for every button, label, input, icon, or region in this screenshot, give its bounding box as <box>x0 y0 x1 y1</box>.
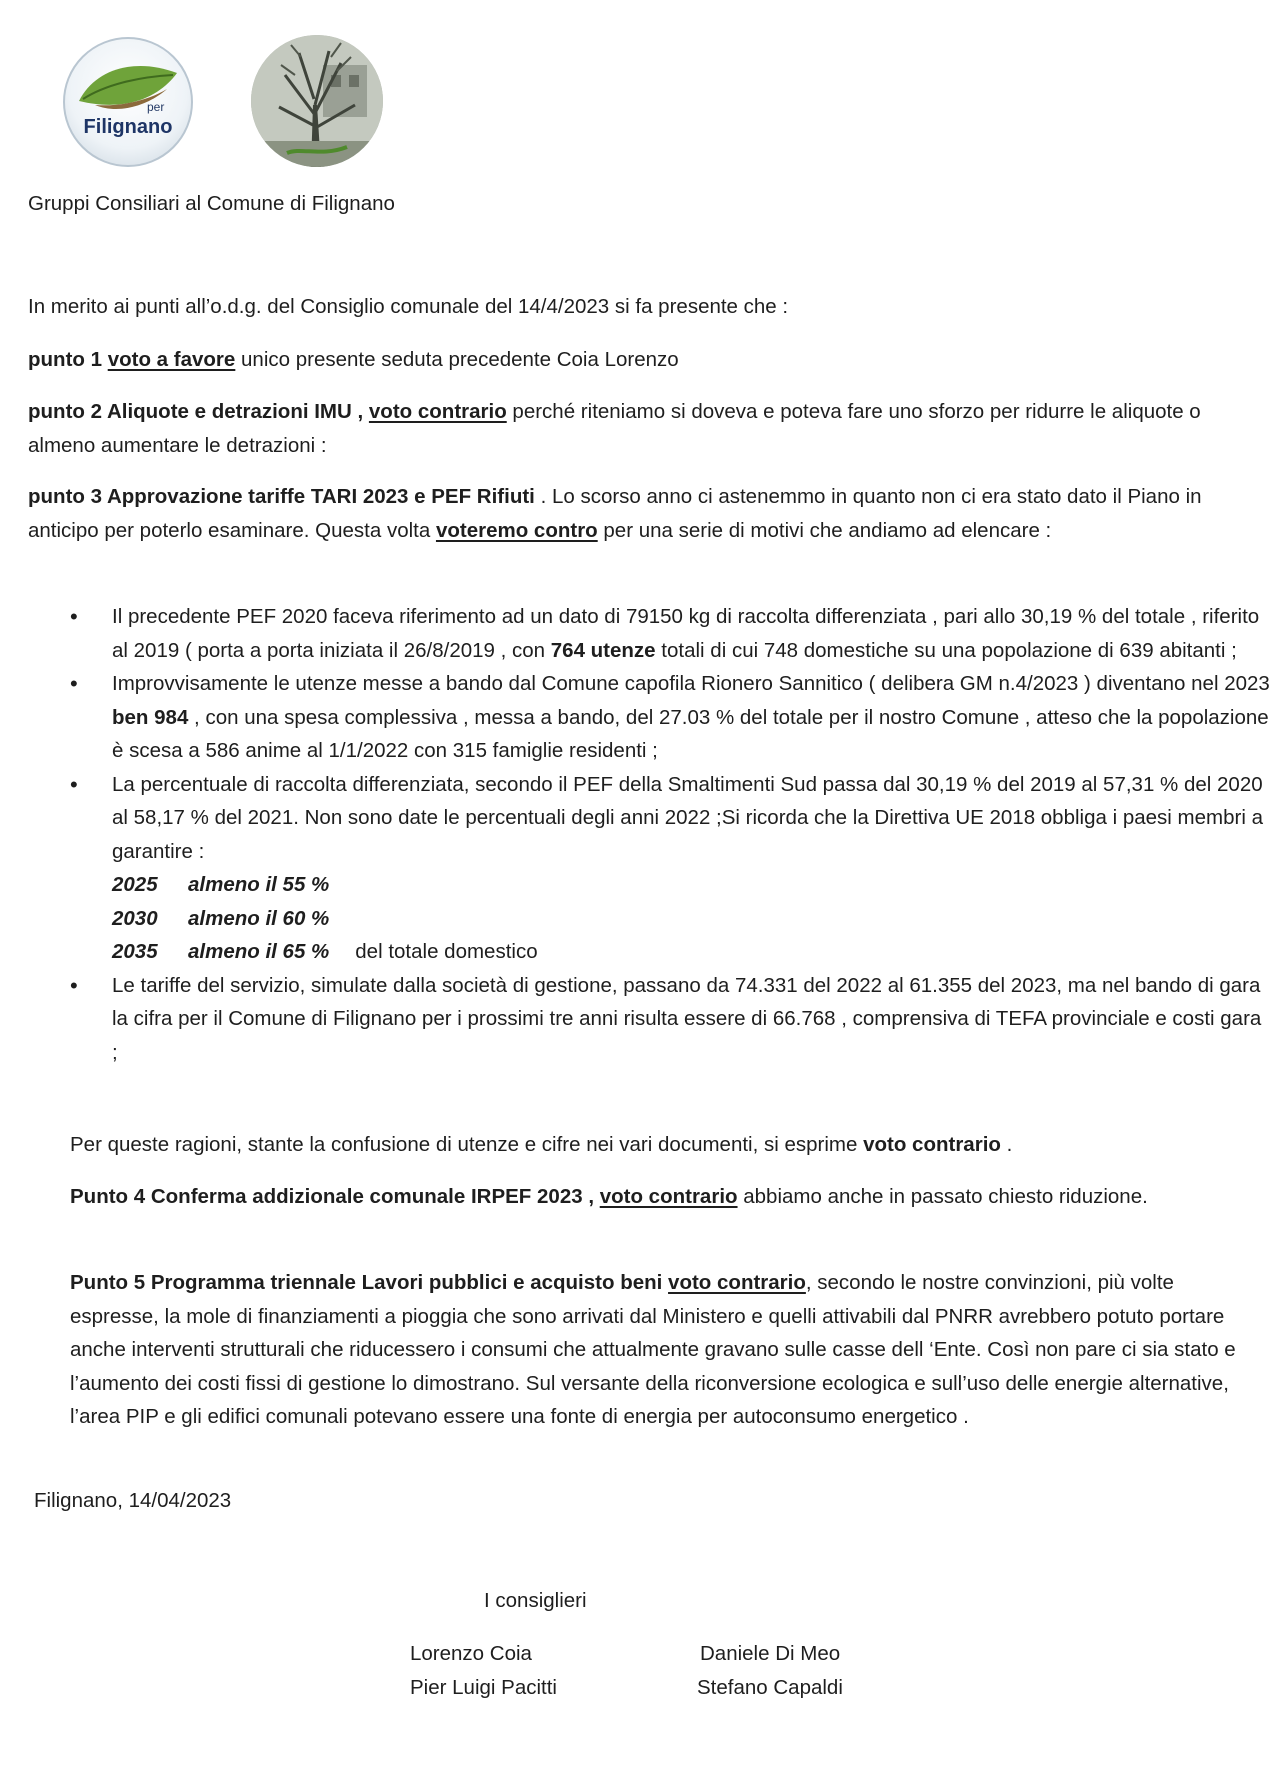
date-line: Filignano, 14/04/2023 <box>34 1489 232 1512</box>
signer-name: Pier Luigi Pacitti <box>410 1676 557 1699</box>
target-text: almeno il 60 % <box>188 906 330 930</box>
signatures-title: I consiglieri <box>484 1589 587 1612</box>
target-text: almeno il 65 % <box>188 940 330 963</box>
target-text: almeno il 55 % <box>188 873 330 896</box>
punto-3-vote: voteremo contro <box>435 518 598 542</box>
bullet-2-bold: ben 984 <box>112 705 189 729</box>
punto-2-text: perché riteniamo si doveva e poteva fare uno sforzo per ridurre le aliquote o almeno aumentare le detrazioni : <box>28 400 1201 457</box>
intro-paragraph: In merito ai punti all’o.d.g. del Consiglio comunale del 14/4/2023 si fa presente che : <box>28 295 789 318</box>
logo-per-text: per <box>147 100 165 114</box>
bullet-3-text: La percentuale di raccolta differenziata, secondo il PEF della Smaltimenti Sud passa dal 30,19 % del 2019 al 57,31 % del 2020 al 58,17 % del 2021. Non sono date le percentuali degli anni 2022 ;Si ricorda che la Direttiva UE 2018 obbliga i paesi membri a garantire : <box>112 772 1263 863</box>
target-2025 <box>112 868 1270 902</box>
conclusion-paragraph <box>70 1128 1260 1162</box>
punto-3-paragraph <box>28 480 1258 547</box>
punto-2-lead: punto 2 Aliquote e detrazioni IMU , <box>28 400 369 423</box>
punto-3-text-1: . Lo scorso anno ci astenemmo in quanto non ci era stato dato il Piano in anticipo per poterlo esaminare. Questa volta <box>28 485 1202 542</box>
target-tail: del totale domestico <box>355 940 538 963</box>
bullet-2-text-2: , con una spesa complessiva , messa a bando, del 27.03 % del totale per il nostro Comune , atteso che la popolazione è scesa a 586 anime al 1/1/2022 con 315 famiglie residenti ; <box>112 705 1269 762</box>
punto-4-lead: Punto 4 Conferma addizionale comunale IRPEF 2023 , <box>70 1185 600 1208</box>
punto-2-vote: voto contrario <box>368 400 507 423</box>
bullet-1-bold: 764 utenze <box>550 638 656 662</box>
signer-name: Daniele Di Meo <box>700 1642 841 1665</box>
logo-filignano-text: Filignano <box>83 116 173 138</box>
tree-photo-logo <box>251 35 383 167</box>
list-item <box>70 600 1270 667</box>
bullet-1-text-2: totali di cui 748 domestiche su una popolazione di 639 abitanti ; <box>655 638 1237 662</box>
per-filignano-logo <box>63 37 193 167</box>
punto-5-text: , secondo le nostre convinzioni, più volte espresse, la mole di finanziamenti a pioggia che sono arrivati dal Ministero e quelli attivabili dal PNRR avrebbero potuto portare anche interventi strutturali che riducessero i consumi che attualmente gravano sulle casse dell ‘Ente. Così non pare ci sia stato e l’aumento dei costi fissi di gestione lo dimostrano. Sul versante della riconversione ecologica e sull’uso delle energie alternative, l’area PIP e gli edifici comunali potevano essere una fonte di energia per autoconsumo energetico . <box>70 1271 1236 1428</box>
target-2030 <box>112 902 1270 936</box>
punto-4-vote: voto contrario <box>599 1185 738 1208</box>
target-year: 2025 <box>112 873 158 896</box>
group-header: Gruppi Consiliari al Comune di Filignano <box>28 192 395 215</box>
leaf-icon <box>65 39 193 167</box>
target-year: 2035 <box>112 940 158 963</box>
list-item <box>70 667 1270 768</box>
punto-5-lead: Punto 5 Programma triennale Lavori pubblici e acquisto beni <box>70 1271 669 1294</box>
conclusion-text-1: Per queste ragioni, stante la confusione di utenze e cifre nei vari documenti, si esprime <box>70 1133 864 1156</box>
signer-name: Lorenzo Coia <box>410 1642 532 1665</box>
punto-5-paragraph <box>70 1266 1260 1434</box>
signer-name: Stefano Capaldi <box>697 1676 843 1699</box>
bullet-1-text-1: Il precedente PEF 2020 faceva riferimento ad un dato di 79150 kg di raccolta differenziata , pari allo 30,19 % del totale , riferito al 2019 ( porta a porta iniziata il 26/8/2019 , con <box>112 605 1260 662</box>
bullet-4-text: Le tariffe del servizio, simulate dalla società di gestione, passano da 74.331 del 2022 al 61.355 del 2023, ma nel bando di gara la cifra per il Comune di Filignano per i prossimi tre anni risulta essere di 66.768 , comprensiva di TEFA provinciale e costi gara ; <box>112 973 1262 1064</box>
tree-icon <box>251 35 383 167</box>
punto-3-text-2: per una serie di motivi che andiamo ad elencare : <box>597 518 1052 542</box>
punto-2-paragraph <box>28 395 1258 462</box>
punto-1-lead: punto 1 <box>28 348 108 371</box>
punto-4-text: abbiamo anche in passato chiesto riduzione. <box>737 1185 1148 1208</box>
punto-5-vote: voto contrario <box>668 1271 806 1294</box>
list-item <box>70 768 1270 969</box>
target-2035 <box>112 935 1270 969</box>
punto-1-paragraph <box>28 343 1258 377</box>
list-item <box>70 969 1270 1070</box>
punto-1-text: unico presente seduta precedente Coia Lorenzo <box>235 348 679 371</box>
conclusion-text-2: . <box>1000 1133 1013 1156</box>
punto-1-vote: voto a favore <box>107 348 236 371</box>
conclusion-bold: voto contrario <box>863 1133 1001 1156</box>
punto-3-lead: punto 3 Approvazione tariffe TARI 2023 e PEF Rifiuti <box>28 485 535 508</box>
bullet-2-text-1: Improvvisamente le utenze messe a bando dal Comune capofila Rionero Sannitico ( delibera GM n.4/2023 ) diventano nel 2023 <box>112 672 1270 695</box>
punto-4-paragraph <box>70 1180 1260 1214</box>
target-year: 2030 <box>112 906 158 930</box>
reasons-list <box>70 600 1270 1069</box>
